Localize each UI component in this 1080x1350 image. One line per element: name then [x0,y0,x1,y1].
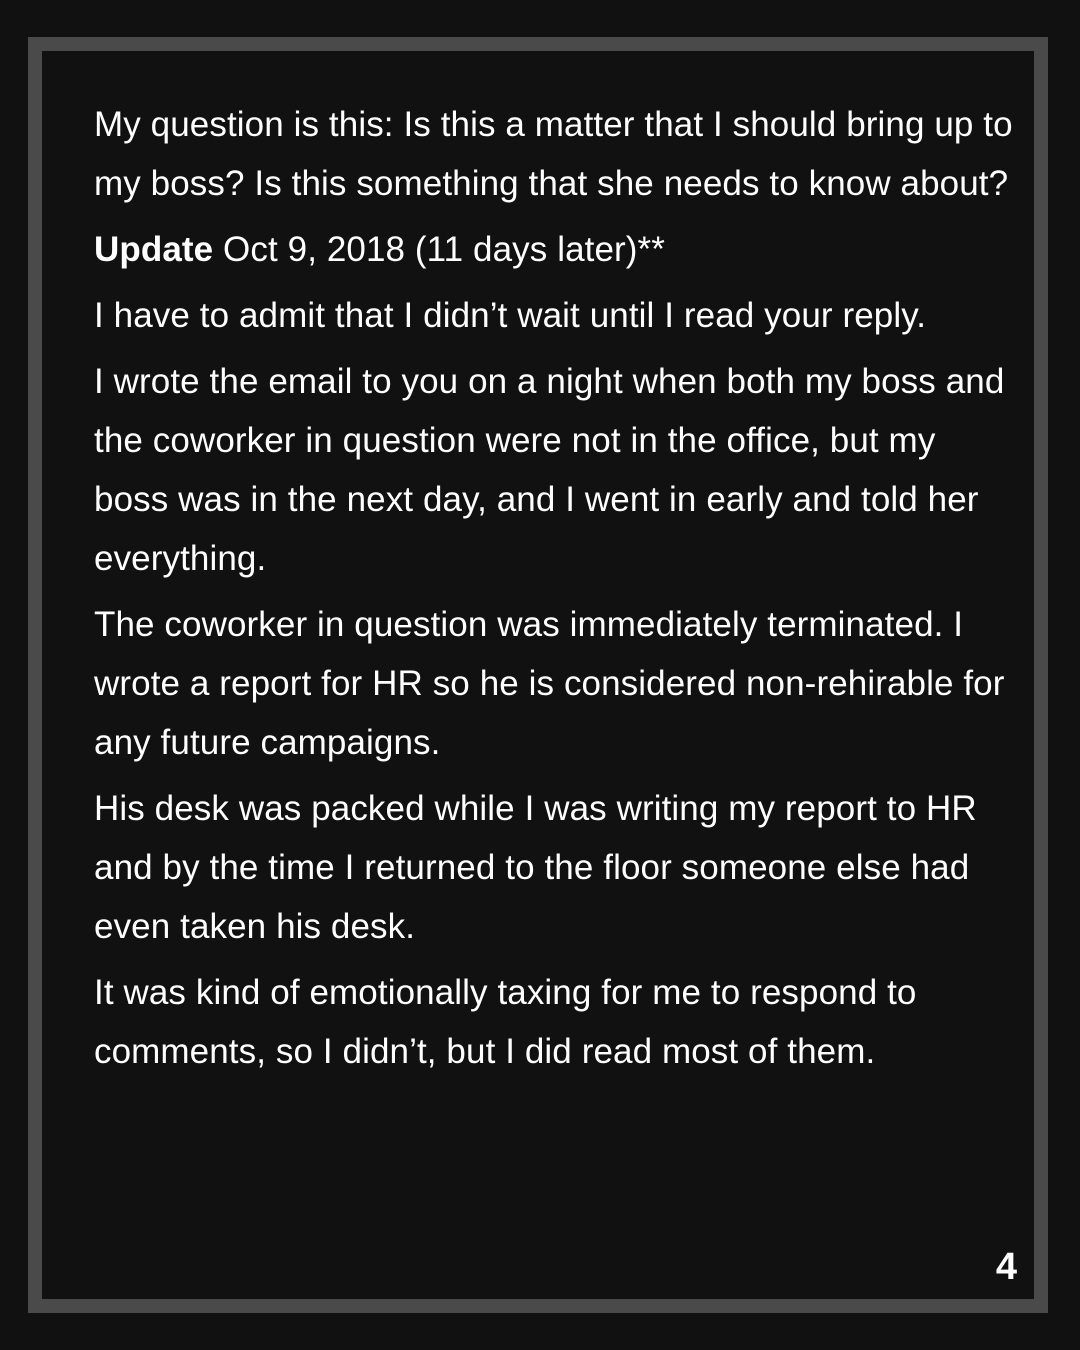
paragraph-update-heading [94,220,1014,279]
paragraph-question: My question is this: Is this a matter that I should bring up to my boss? Is this something that she needs to know about? [94,105,1013,203]
paragraph-email: I wrote the email to you on a night when both my boss and the coworker in question were not in the office, but my boss was in the next day, and I went in early and told her everything. [94,362,1005,578]
content-frame [28,37,1048,1313]
article-body [94,95,1014,1088]
page-number: 4 [995,1246,1017,1288]
update-date: Oct 9, 2018 (11 days later)** [213,230,665,269]
paragraph-termination: The coworker in question was immediately terminated. I wrote a report for HR so he is considered non-rehirable for any future campaigns. [94,605,1005,762]
paragraph-desk: His desk was packed while I was writing my report to HR and by the time I returned to the floor someone else had even taken his desk. [94,789,977,946]
paragraph-admission: I have to admit that I didn’t wait until I read your reply. [94,296,927,335]
update-label: Update [94,230,214,269]
paragraph-comments: It was kind of emotionally taxing for me to respond to comments, so I didn’t, but I did read most of them. [94,973,917,1071]
